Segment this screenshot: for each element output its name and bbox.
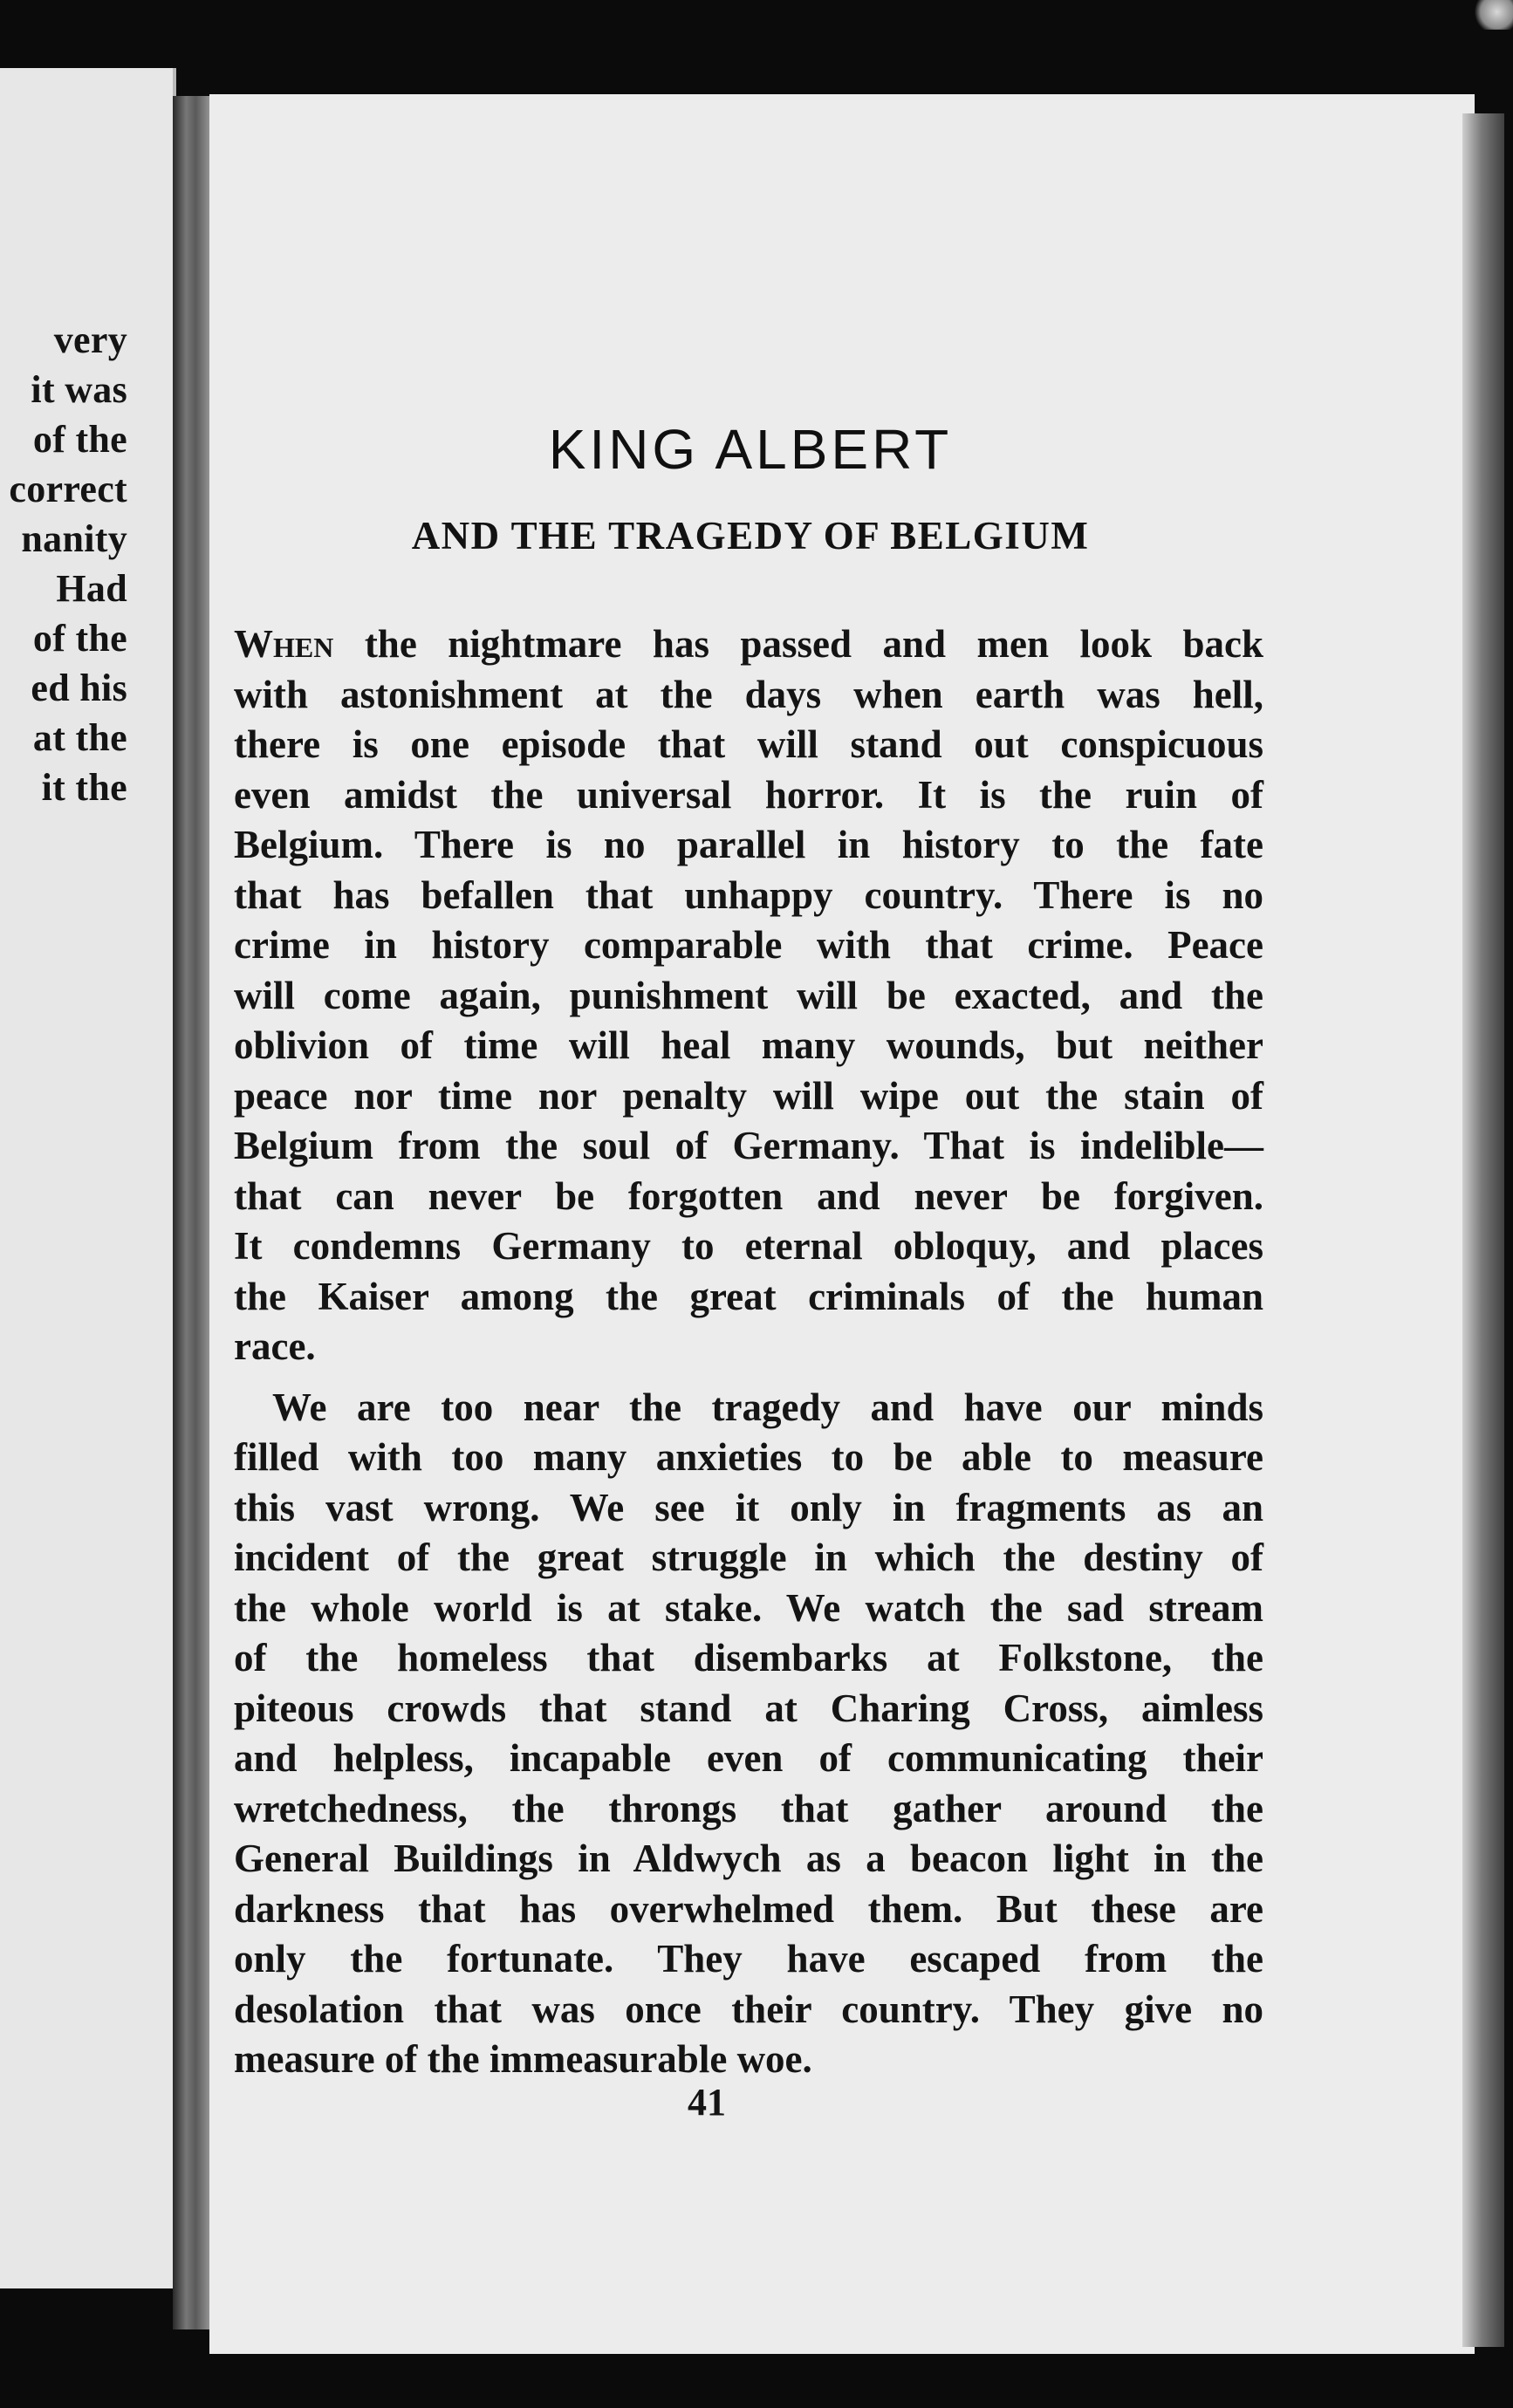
text-line: this vast wrong. We see it only in fragments as an	[234, 1485, 1263, 1529]
text-line: of the homeless that disembarks at Folkstone, the	[234, 1636, 1263, 1679]
text-line: even amidst the universal horror. It is the ruin of	[234, 772, 1263, 817]
text-line: It condemns Germany to eternal obloquy, and places	[234, 1224, 1263, 1268]
text-line: peace nor time nor penalty will wipe out the stain of	[234, 1073, 1263, 1118]
text-line: will come again, punishment will be exacted, and the	[234, 973, 1263, 1017]
text-line: wretchedness, the throngs that gather around the	[234, 1786, 1263, 1830]
text-line: Belgium. There is no parallel in history to the fate	[234, 823, 1263, 866]
left-page-line: it the	[41, 766, 127, 809]
text-line: General Buildings in Aldwych as a beacon light in the	[234, 1837, 1263, 1880]
paragraph-2	[234, 1383, 1263, 2085]
text-line: oblivion of time will heal many wounds, but neither	[234, 1023, 1263, 1067]
chapter-title: KING ALBERT	[548, 418, 953, 481]
text-line: incident of the great struggle in which the destiny of	[234, 1536, 1263, 1579]
text-line: and helpless, incapable even of communicating their	[234, 1736, 1263, 1780]
scan-artifact	[1473, 0, 1513, 30]
left-page-line: of the	[32, 617, 127, 660]
text-line: the whole world is at stake. We watch the sad stream	[234, 1585, 1263, 1630]
page-body-text	[234, 619, 1263, 2085]
left-page-line: of the	[32, 418, 127, 461]
text-line: the Kaiser among the great criminals of the human	[234, 1274, 1263, 1318]
text-line: only the fortunate. They have escaped from the	[234, 1937, 1263, 1980]
page-number: 41	[688, 2081, 726, 2124]
left-page-line: at the	[32, 716, 127, 759]
text-line: race.	[234, 1324, 316, 1368]
previous-page-edge	[0, 68, 176, 2288]
left-page-line: it was	[31, 368, 127, 411]
left-page-line: nanity	[21, 517, 127, 560]
text-line: filled with too many anxieties to be able to measure	[234, 1435, 1263, 1479]
paragraph-1	[234, 619, 1263, 1372]
text-line: desolation that was once their country. They give no	[234, 1987, 1263, 2031]
text-line: that can never be forgotten and never be forgiven.	[234, 1173, 1263, 1218]
text-line: When the nightmare has passed and men look back	[234, 622, 1263, 666]
left-page-line: very	[53, 318, 127, 361]
page-edge-shadow	[1462, 113, 1504, 2347]
text-line: Belgium from the soul of Germany. That is indelible—	[234, 1124, 1263, 1167]
text-line: measure of the immeasurable woe.	[234, 2037, 812, 2081]
book-gutter	[173, 96, 211, 2329]
text-line: there is one episode that will stand out conspicuous	[234, 722, 1263, 766]
left-page-line: Had	[56, 567, 127, 610]
chapter-subtitle: AND THE TRAGEDY OF BELGIUM	[411, 514, 1090, 558]
left-page-line: correct	[9, 468, 127, 510]
text-line: with astonishment at the days when earth was hell,	[234, 672, 1263, 716]
text-line: We are too near the tragedy and have our minds	[272, 1385, 1263, 1429]
text-line: piteous crowds that stand at Charing Cross, aimless	[234, 1686, 1263, 1730]
text-line: crime in history comparable with that crime. Peace	[234, 923, 1263, 967]
drop-word: When	[234, 622, 334, 666]
text-line: darkness that has overwhelmed them. But these are	[234, 1886, 1263, 1931]
left-page-line: ed his	[31, 667, 127, 709]
text-line: that has befallen that unhappy country. There is no	[234, 872, 1263, 917]
